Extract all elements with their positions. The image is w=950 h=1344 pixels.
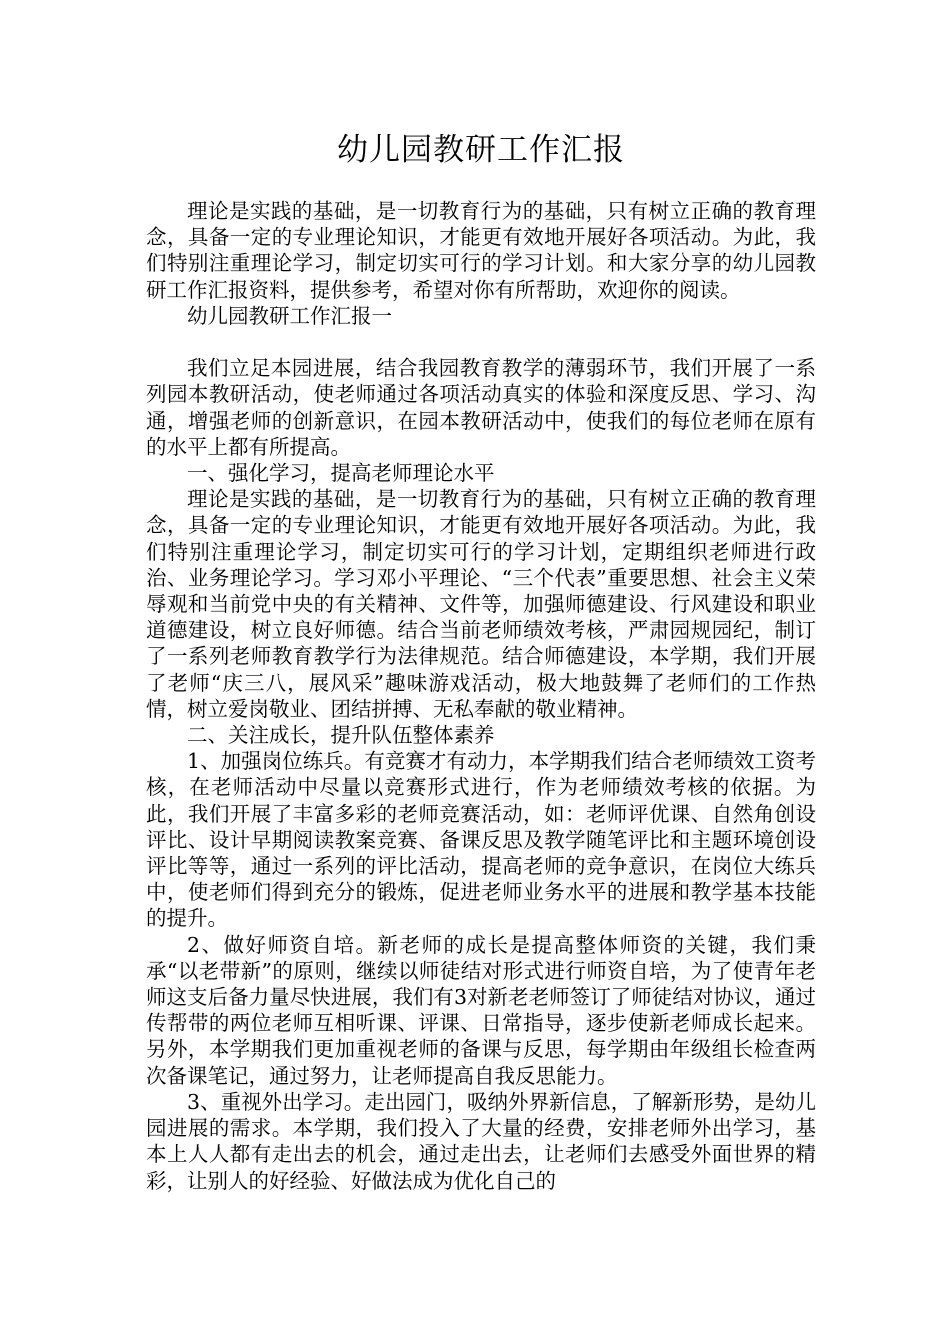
document-page <box>146 0 816 1194</box>
opening-paragraph: 我们立足本园进展，结合我园教育教学的薄弱环节，我们开展了一系列园本教研活动，使老师通过各项活动真实的体验和深度反思、学习、沟通，增强老师的创新意识，在园本教研活动中，使我们的每位老师在原有的水平上都有所提高。 <box>146 356 816 459</box>
blank-line <box>146 329 816 355</box>
document-body <box>146 198 816 1194</box>
section-heading-1: 一、强化学习，提高老师理论水平 <box>187 461 495 486</box>
item-2-paragraph: 2、做好师资自培。新老师的成长是提高整体师资的关键，我们秉承“以老带新”的原则，继续以师徒结对形式进行师资自培，为了使青年老师这支后备力量尽快进展，我们有3对新老老师签订了师徒结对协议，通过传帮带的两位老师互相听课、评课、日常指导，逐步使新老师成长起来。另外，本学期我们更加重视老师的备课与反思，每学期由年级组长检查两次备课笔记，通过努力，让老师提高自我反思能力。 <box>146 932 816 1088</box>
item-1-paragraph: 1、加强岗位练兵。有竞赛才有动力，本学期我们结合老师绩效工资考核，在老师活动中尽量以竞赛形式进行，作为老师绩效考核的依据。为此，我们开展了丰富多彩的老师竞赛活动，如：老师评优课、自然角创设评比、设计早期阅读教案竞赛、备课反思及教学随笔评比和主题环境创设评比等等，通过一系列的评比活动，提高老师的竞争意识，在岗位大练兵中，使老师们得到充分的锻炼，促进老师业务水平的进展和教学基本技能的提升。 <box>146 749 816 931</box>
section-1-paragraph: 理论是实践的基础，是一切教育行为的基础，只有树立正确的教育理念，具备一定的专业理论知识，才能更有效地开展好各项活动。为此，我们特别注重理论学习，制定切实可行的学习计划，定期组织老师进行政治、业务理论学习。学习邓小平理论、“三个代表”重要思想、社会主义荣辱观和当前党中央的有关精神、文件等，加强师德建设、行风建设和职业道德建设，树立良好师德。结合当前老师绩效考核，严肃园规园纪，制订了一系列老师教育教学行为法律规范。结合师德建设，本学期，我们开展了老师“庆三八，展风采”趣味游戏活动，极大地鼓舞了老师们的工作热情，树立爱岗敬业、团结拼搏、无私奉献的敬业精神。 <box>146 487 816 721</box>
intro-paragraph: 理论是实践的基础，是一切教育行为的基础，只有树立正确的教育理念，具备一定的专业理论知识，才能更有效地开展好各项活动。为此，我们特别注重理论学习，制定切实可行的学习计划。和大家分享的幼儿园教研工作汇报资料，提供参考，希望对你有所帮助，欢迎你的阅读。 <box>146 199 816 302</box>
document-title: 幼儿园教研工作汇报 <box>337 132 625 168</box>
report-subtitle: 幼儿园教研工作汇报一 <box>187 303 392 328</box>
section-heading-2: 二、关注成长，提升队伍整体素养 <box>187 723 495 748</box>
item-3-paragraph: 3、重视外出学习。走出园门，吸纳外界新信息，了解新形势，是幼儿园进展的需求。本学期，我们投入了大量的经费，安排老师外出学习，基本上人人都有走出去的机会，通过走出去，让老师们去感受外面世界的精彩，让别人的好经验、好做法成为优化自己的 <box>146 1089 816 1193</box>
